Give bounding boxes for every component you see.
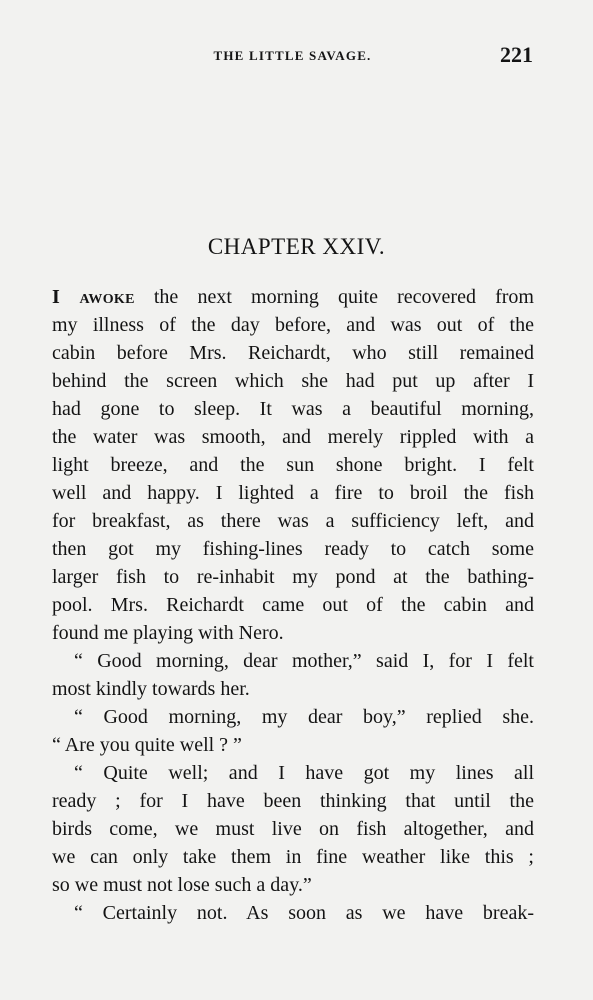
page-number: 221 <box>500 42 533 67</box>
paragraph-line: “ Good morning, my dear boy,” replied she. <box>74 706 534 728</box>
running-head-title: THE LITTLE SAVAGE. <box>213 48 372 63</box>
paragraph-line: “ Good morning, dear mother,” said I, for I felt <box>74 650 534 672</box>
paragraph-line: “ Are you quite well ? ” <box>52 734 242 756</box>
paragraph-line: so we must not lose such a day.” <box>52 874 312 896</box>
paragraph-line: the water was smooth, and merely rippled with a <box>52 426 534 448</box>
paragraph-line: light breeze, and the sun shone bright. I felt <box>52 454 534 476</box>
paragraph-line: had gone to sleep. It was a beautiful morning, <box>52 398 534 420</box>
paragraph-line: pool. Mrs. Reichardt came out of the cabin and <box>52 594 534 616</box>
paragraph-line: found me playing with Nero. <box>52 622 284 644</box>
paragraph-line: ready ; for I have been thinking that until the <box>52 790 534 812</box>
drop-smallcaps-lead: I awoke <box>52 286 135 308</box>
body-text <box>52 283 534 927</box>
paragraph-line: “ Quite well; and I have got my lines all <box>74 762 534 784</box>
paragraph-line: well and happy. I lighted a fire to broil the fish <box>52 482 534 504</box>
paragraph-line: we can only take them in fine weather like this ; <box>52 846 534 868</box>
running-head <box>50 40 535 70</box>
chapter-heading: CHAPTER XXIV. <box>207 234 386 259</box>
paragraph-line: cabin before Mrs. Reichardt, who still remained <box>52 342 534 364</box>
paragraph-line: my illness of the day before, and was out of the <box>52 314 534 336</box>
paragraph-line: most kindly towards her. <box>52 678 250 700</box>
paragraph-line: larger fish to re-inhabit my pond at the bathing- <box>52 566 534 588</box>
paragraph-line: behind the screen which she had put up after I <box>52 370 534 392</box>
paragraph-line: then got my fishing-lines ready to catch some <box>52 538 534 560</box>
line-text: the next morning quite recovered from <box>134 286 534 308</box>
paragraph-line: for breakfast, as there was a sufficiency left, and <box>52 510 534 532</box>
paragraph-line: “ Certainly not. As soon as we have break- <box>74 902 534 924</box>
paragraph-line: birds come, we must live on fish altogether, and <box>52 818 534 840</box>
paragraph-line <box>52 283 534 311</box>
